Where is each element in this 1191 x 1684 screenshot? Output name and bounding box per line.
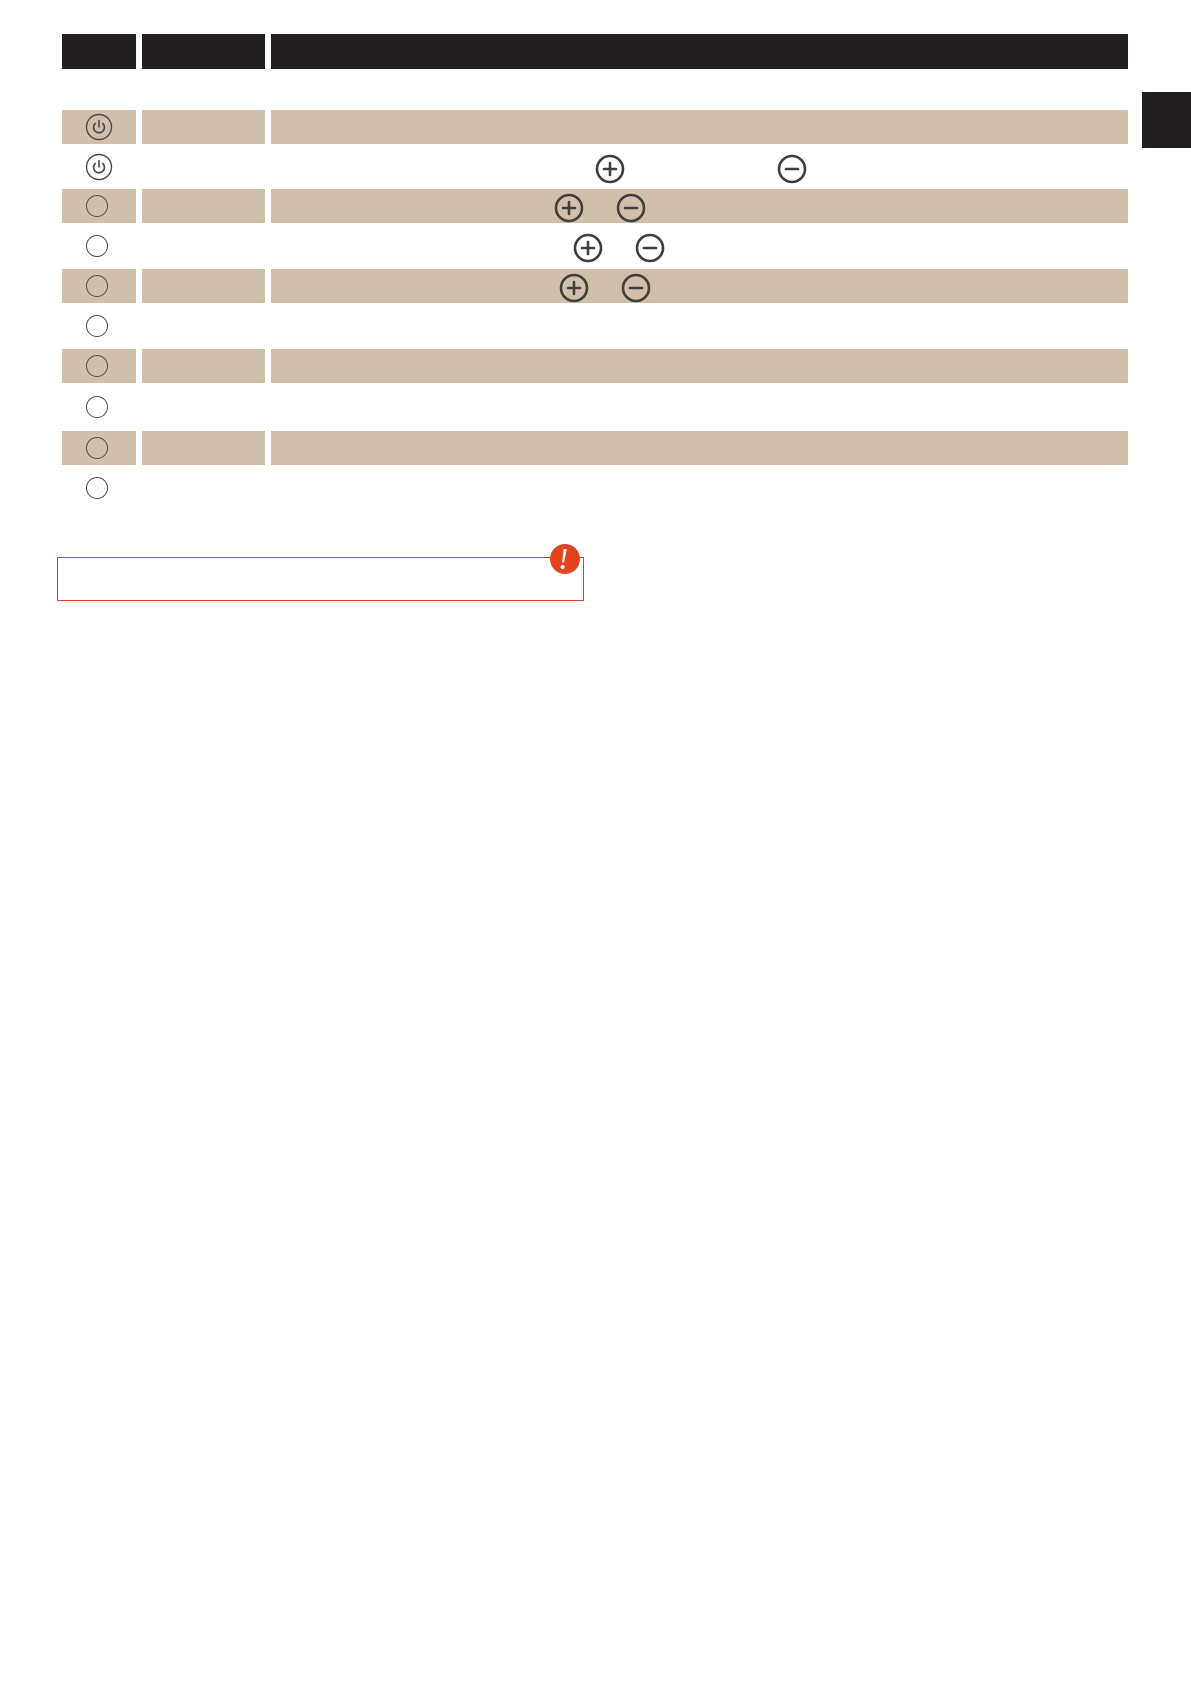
table-row <box>0 189 1191 223</box>
power-icon <box>85 113 113 141</box>
plus-icon <box>559 273 589 303</box>
circle-icon <box>86 195 108 217</box>
warning-note <box>57 557 584 601</box>
row-band-col2 <box>142 189 265 223</box>
circle-icon <box>86 315 108 337</box>
circle-icon <box>86 355 108 377</box>
minus-icon <box>777 154 807 184</box>
table-header-col2 <box>142 34 265 69</box>
row-band-col2 <box>142 431 265 465</box>
circle-icon <box>86 275 108 297</box>
table-row <box>0 471 1191 505</box>
plus-icon <box>595 154 625 184</box>
table-row <box>0 309 1191 343</box>
circle-icon <box>86 477 108 499</box>
circle-icon <box>86 235 108 257</box>
plus-icon <box>554 193 584 223</box>
row-band-col2 <box>142 110 265 144</box>
row-band-col3 <box>271 189 1128 223</box>
table-header-col1 <box>62 34 136 69</box>
row-band-col3 <box>271 349 1128 383</box>
table-row <box>0 269 1191 303</box>
row-band-col3 <box>271 269 1128 303</box>
row-band-col2 <box>142 269 265 303</box>
minus-icon <box>616 193 646 223</box>
table-header-col3 <box>271 34 1128 69</box>
minus-icon <box>621 273 651 303</box>
table-row <box>0 349 1191 383</box>
row-band-col2 <box>142 349 265 383</box>
table-row <box>0 431 1191 465</box>
power-icon <box>85 153 113 181</box>
table-row <box>0 390 1191 424</box>
table-row <box>0 110 1191 144</box>
exclamation-icon <box>549 543 581 575</box>
row-band-col3 <box>271 110 1128 144</box>
row-band-col3 <box>271 431 1128 465</box>
plus-icon <box>573 233 603 263</box>
circle-icon <box>86 396 108 418</box>
minus-icon <box>635 233 665 263</box>
circle-icon <box>86 437 108 459</box>
